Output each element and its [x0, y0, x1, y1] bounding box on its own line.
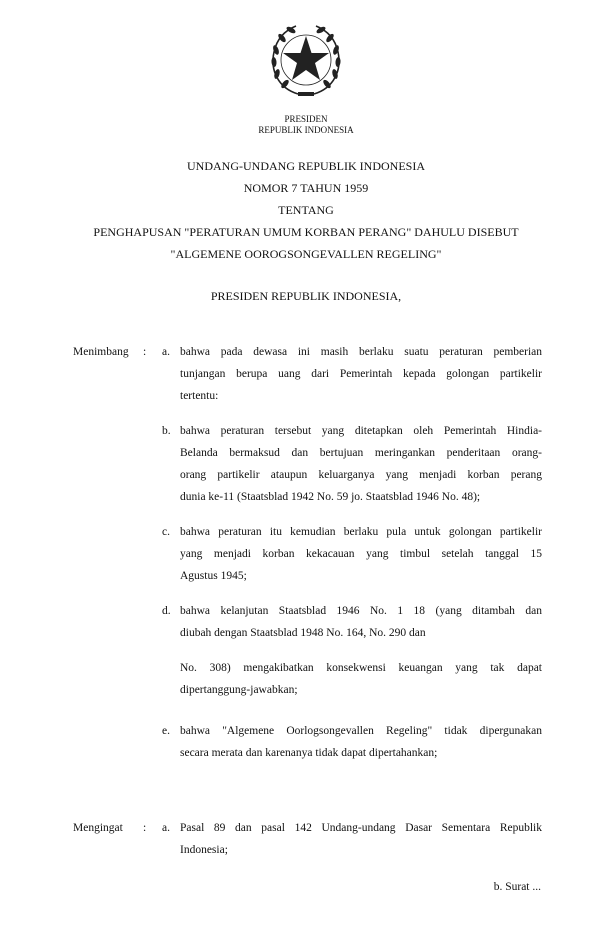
emblem	[268, 20, 344, 100]
title-block	[0, 155, 612, 265]
mengingat-colon: :	[143, 822, 147, 834]
title-line: UNDANG-UNDANG REPUBLIK INDONESIA	[187, 159, 425, 173]
title-line: TENTANG	[278, 203, 334, 217]
opening: PRESIDEN REPUBLIK INDONESIA,	[210, 289, 402, 303]
item-letter: a.	[162, 346, 170, 358]
item-text-line: Belanda bermaksud dan bertujuan meringankan penderitaan orang-	[180, 447, 542, 459]
item-text-line: tertentu:	[180, 390, 219, 402]
item-text-line: Pasal 89 dan pasal 142 Undang-undang Dasar Sementara Republik	[180, 822, 542, 834]
item-text-line: Indonesia;	[180, 844, 228, 856]
menimbang-colon: :	[143, 346, 147, 358]
item-text-line: secara merata dan karenanya tidak dapat dipertahankan;	[180, 747, 438, 759]
next-page-catchword: b. Surat ...	[493, 881, 541, 893]
item-text-line: bahwa peraturan tersebut yang ditetapkan oleh Pemerintah Hindia-	[180, 425, 542, 437]
item-letter: d.	[162, 605, 171, 617]
item-text-line: dunia ke-11 (Staatsblad 1942 No. 59 jo. Staatsblad 1946 No. 48);	[180, 491, 481, 503]
item-text-line: bahwa peraturan itu kemudian berlaku pula untuk golongan partikelir	[180, 526, 542, 538]
item-text-line: bahwa "Algemene Oorlogsongevallen Regeling" tidak dipergunakan	[180, 725, 542, 737]
item-text-line: dipertanggung-jawabkan;	[180, 684, 298, 696]
item-text-line: bahwa kelanjutan Staatsblad 1946 No. 1 18 (yang ditambah dan	[180, 605, 542, 617]
header-presiden: PRESIDEN	[284, 114, 328, 124]
item-text-line: diubah dengan Staatsblad 1948 No. 164, No. 290 dan	[180, 627, 426, 639]
item-text-line: bahwa pada dewasa ini masih berlaku suatu peraturan pemberian	[180, 346, 542, 358]
item-letter: b.	[162, 425, 171, 437]
item-text-line: yang menjadi korban kekacauan yang timbul setelah tanggal 15	[180, 548, 542, 560]
item-text-line: No. 308) mengakibatkan konsekwensi keuangan yang tak dapat	[180, 662, 542, 674]
star-wreath-icon	[268, 20, 344, 100]
item-text-line: Agustus 1945;	[180, 570, 247, 582]
item-letter: c.	[162, 526, 170, 538]
title-line: NOMOR 7 TAHUN 1959	[243, 181, 369, 195]
item-text-line: tunjangan berupa uang dari Pemerintah kepada golongan partikelir	[180, 368, 542, 380]
item-text-line: orang partikelir ataupun keluarganya yang menjadi korban perang	[180, 469, 542, 481]
item-letter: a.	[162, 822, 170, 834]
header-republik: REPUBLIK INDONESIA	[258, 125, 354, 135]
title-line: PENGHAPUSAN "PERATURAN UMUM KORBAN PERANG" DAHULU DISEBUT	[93, 225, 519, 239]
mengingat-label: Mengingat	[73, 822, 123, 834]
menimbang-label: Menimbang	[73, 346, 129, 358]
title-line: "ALGEMENE OOROGSONGEVALLEN REGELING"	[170, 247, 442, 261]
item-letter: e.	[162, 725, 170, 737]
